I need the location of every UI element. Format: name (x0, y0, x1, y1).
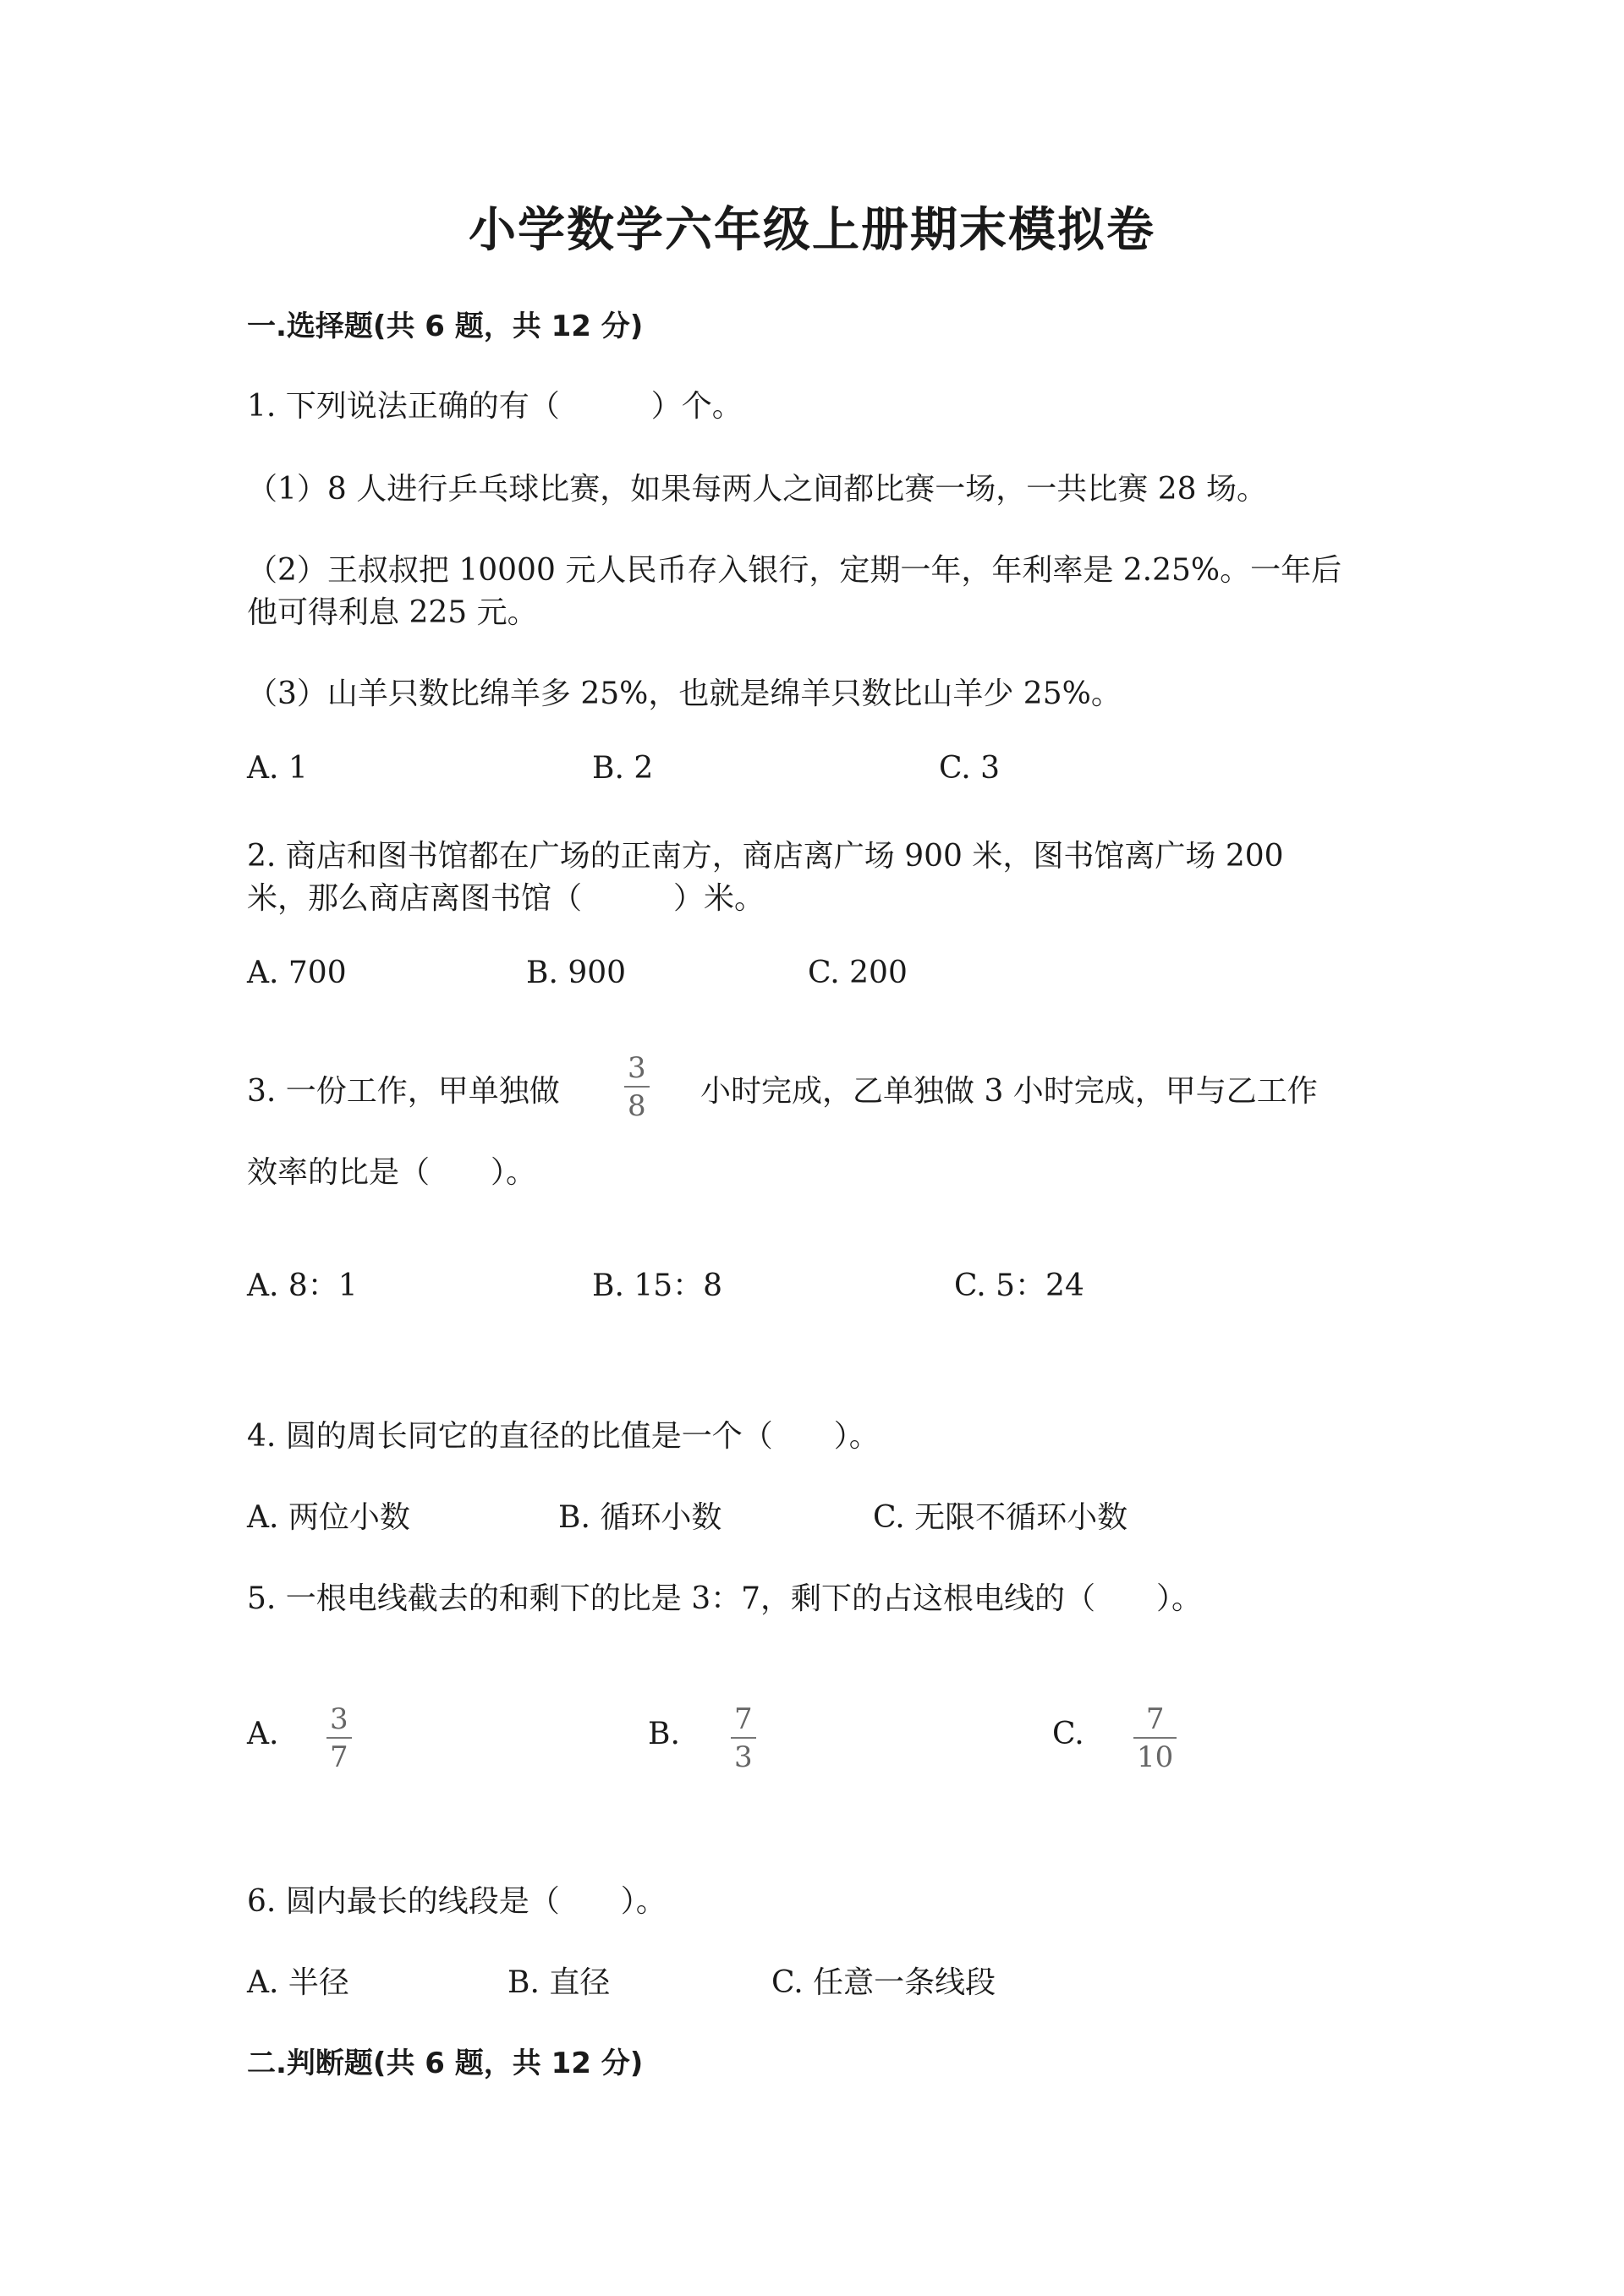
question-6-option-b: B. 直径 (508, 1965, 611, 2000)
question-2-line-1: 2. 商店和图书馆都在广场的正南方，商店离广场 900 米，图书馆离广场 200 (247, 839, 1284, 874)
fraction-numerator: 3 (330, 1702, 348, 1736)
question-1-statement-1: （1）8 人进行乒乓球比赛，如果每两人之间都比赛一场，一共比赛 28 场。 (247, 472, 1267, 507)
question-1-stem: 1. 下列说法正确的有（ ）个。 (247, 389, 743, 424)
question-6-stem: 6. 圆内最长的线段是（ ）。 (247, 1884, 667, 1919)
question-4-option-c: C. 无限不循环小数 (873, 1500, 1128, 1535)
question-2-option-c: C. 200 (808, 956, 908, 990)
question-2-option-b: B. 900 (526, 956, 627, 990)
question-3-option-b: B. 15：8 (592, 1269, 723, 1303)
question-5-option-a-fraction (326, 1702, 352, 1774)
page-title: 小学数学六年级上册期末模拟卷 (469, 203, 1155, 258)
question-5-option-b-label: B. (648, 1717, 680, 1751)
question-1-option-b: B. 2 (592, 751, 654, 786)
question-6-option-c: C. 任意一条线段 (771, 1965, 996, 2000)
fraction-numerator: 3 (628, 1051, 646, 1085)
section-heading-choice: 一.选择题(共 6 题，共 12 分) (247, 310, 644, 343)
question-3-stem-prefix: 3. 一份工作，甲单独做 (247, 1074, 560, 1109)
fraction-denominator: 8 (628, 1089, 646, 1123)
question-3-line-2: 效率的比是（ ）。 (247, 1155, 537, 1190)
question-1-option-c: C. 3 (939, 751, 1001, 786)
question-1-statement-2-line-1: （2）王叔叔把 10000 元人民币存入银行，定期一年，年利率是 2.25%。一年后 (247, 553, 1342, 588)
fraction-bar (1133, 1737, 1177, 1739)
question-3-option-c: C. 5：24 (954, 1269, 1084, 1303)
question-3-fraction (624, 1051, 650, 1123)
question-4-option-a: A. 两位小数 (247, 1500, 410, 1535)
question-2-option-a: A. 700 (247, 956, 347, 990)
fraction-bar (624, 1086, 650, 1088)
question-3-option-a: A. 8：1 (247, 1269, 358, 1303)
question-4-option-b: B. 循环小数 (558, 1500, 722, 1535)
question-6-option-a: A. 半径 (247, 1965, 349, 2000)
question-5-stem: 5. 一根电线截去的和剩下的比是 3：7，剩下的占这根电线的（ ）。 (247, 1581, 1203, 1616)
fraction-denominator: 10 (1137, 1740, 1174, 1774)
fraction-bar (731, 1737, 756, 1739)
section-heading-judgement: 二.判断题(共 6 题，共 12 分) (247, 2047, 644, 2080)
question-3-stem-suffix: 小时完成，乙单独做 3 小时完成，甲与乙工作 (700, 1074, 1318, 1109)
fraction-denominator: 3 (734, 1740, 753, 1774)
question-4-stem: 4. 圆的周长同它的直径的比值是一个（ ）。 (247, 1419, 880, 1454)
question-1-statement-3: （3）山羊只数比绵羊多 25%，也就是绵羊只数比山羊少 25%。 (247, 677, 1122, 711)
question-5-option-c-fraction (1133, 1702, 1177, 1774)
question-1-option-a: A. 1 (247, 751, 308, 786)
fraction-denominator: 7 (330, 1740, 348, 1774)
fraction-numerator: 7 (734, 1702, 753, 1736)
question-5-option-c-label: C. (1052, 1717, 1084, 1751)
question-5-option-b-fraction (731, 1702, 756, 1774)
fraction-numerator: 7 (1145, 1702, 1165, 1736)
question-1-statement-2-line-2: 他可得利息 225 元。 (247, 595, 538, 630)
question-5-option-a-label: A. (247, 1717, 279, 1751)
question-2-line-2: 米，那么商店离图书馆（ ）米。 (247, 881, 765, 916)
fraction-bar (326, 1737, 352, 1739)
